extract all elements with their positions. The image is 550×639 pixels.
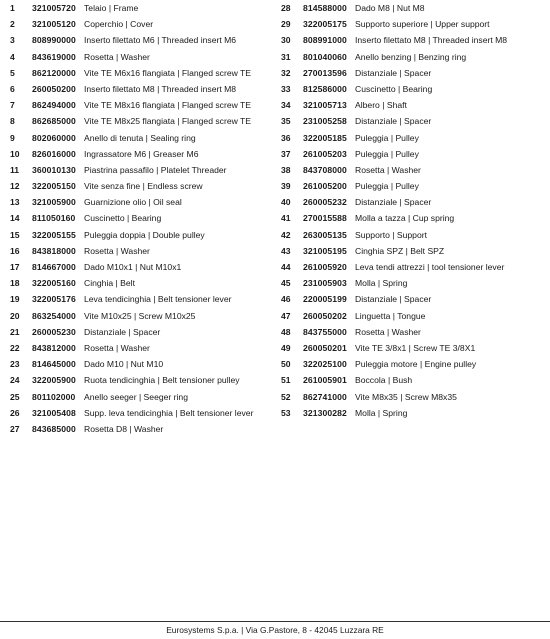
- part-row: [10, 291, 280, 307]
- part-row: [281, 308, 547, 324]
- part-number: 16: [10, 245, 20, 256]
- part-description: Anello di tenuta | Sealing ring: [84, 132, 196, 143]
- part-code: 814667000: [32, 262, 76, 272]
- part-number: 40: [281, 197, 291, 208]
- part-row: [10, 97, 280, 113]
- part-number: 48: [281, 326, 291, 337]
- footer-divider: [0, 621, 550, 622]
- part-description: Leva tendi attrezzi | tool tensioner lever: [355, 262, 505, 272]
- part-code: 862494000: [32, 100, 76, 111]
- part-description: Puleggia | Pulley: [355, 148, 419, 159]
- part-row: [281, 0, 547, 16]
- part-row: [281, 65, 547, 81]
- part-number: 15: [10, 229, 20, 240]
- part-number: 21: [10, 326, 20, 337]
- part-number: 8: [10, 116, 15, 127]
- part-row: [10, 356, 280, 372]
- part-row: [281, 194, 547, 210]
- part-description: Vite senza fine | Endless screw: [84, 181, 203, 192]
- part-code: 260050200: [32, 83, 76, 94]
- part-code: 261005200: [303, 181, 347, 192]
- part-description: Boccola | Bush: [355, 375, 413, 386]
- part-code: 322005185: [303, 132, 347, 143]
- part-row: [281, 405, 547, 421]
- part-number: 7: [10, 100, 15, 111]
- part-number: 49: [281, 342, 291, 353]
- part-description: Supp. leva tendicinghia | Belt tensioner lever: [84, 407, 254, 418]
- part-row: [10, 421, 280, 437]
- part-description: Inserto filettato M6 | Threaded insert M6: [84, 35, 237, 46]
- part-row: [281, 291, 547, 307]
- part-number: 22: [10, 342, 20, 353]
- part-number: 14: [10, 213, 20, 224]
- part-code: 360010130: [32, 164, 76, 175]
- part-code: 862685000: [32, 116, 76, 127]
- part-description: Puleggia motore | Engine pulley: [355, 359, 477, 370]
- part-number: 13: [10, 197, 20, 208]
- part-description: Cuscinetto | Bearing: [84, 213, 162, 224]
- part-row: [10, 275, 280, 291]
- part-row: [10, 259, 280, 275]
- part-number: 53: [281, 407, 291, 418]
- part-number: 33: [281, 83, 291, 94]
- part-code: 862741000: [303, 391, 347, 402]
- part-row: [10, 405, 280, 421]
- part-row: [281, 32, 547, 48]
- part-row: [10, 81, 280, 97]
- part-number: 5: [10, 67, 15, 78]
- part-code: 321005408: [32, 407, 76, 418]
- part-description: Molla a tazza | Cup spring: [355, 213, 455, 224]
- part-description: Vite TE M8x25 flangiata | Flanged screw TE: [84, 116, 252, 127]
- part-description: Albero | Shaft: [355, 100, 407, 111]
- part-number: 34: [281, 100, 291, 111]
- part-number: 2: [10, 19, 15, 30]
- part-code: 808990000: [32, 35, 76, 46]
- part-row: [281, 146, 547, 162]
- part-description: Anello benzing | Benzing ring: [355, 51, 467, 62]
- part-description: Leva tendicinghia | Belt tensioner lever: [84, 294, 232, 305]
- part-row: [10, 372, 280, 388]
- part-number: 6: [10, 83, 15, 94]
- part-code: 261005920: [303, 262, 347, 272]
- part-description: Supporto | Support: [355, 229, 427, 240]
- part-code: 321005900: [32, 197, 76, 208]
- part-code: 811050160: [32, 213, 76, 224]
- part-description: Vite TE M8x16 flangiata | Flanged screw TE: [84, 100, 252, 111]
- part-row: [10, 146, 280, 162]
- part-code: 322005160: [32, 278, 76, 289]
- part-description: Anello seeger | Seeger ring: [84, 391, 188, 402]
- part-number: 26: [10, 407, 20, 418]
- part-code: 322005155: [32, 229, 76, 240]
- part-description: Rosetta | Washer: [84, 245, 150, 256]
- part-code: 863254000: [32, 310, 76, 321]
- part-number: 1: [10, 3, 15, 13]
- part-row: [281, 97, 547, 113]
- part-code: 260005232: [303, 197, 347, 208]
- part-number: 51: [281, 375, 291, 386]
- parts-list-right-column: [281, 0, 547, 421]
- part-description: Dado M10 | Nut M10: [84, 359, 164, 370]
- part-description: Ingrassatore M6 | Greaser M6: [84, 148, 199, 159]
- part-description: Distanziale | Spacer: [84, 326, 161, 337]
- part-number: 30: [281, 35, 291, 46]
- part-number: 27: [10, 423, 20, 434]
- part-description: Cinghia | Belt: [84, 278, 135, 289]
- part-description: Rosetta D8 | Washer: [84, 423, 164, 434]
- part-description: Rosetta | Washer: [84, 51, 150, 62]
- part-code: 220005199: [303, 294, 347, 305]
- part-number: 4: [10, 51, 15, 62]
- part-row: [10, 162, 280, 178]
- part-code: 322005176: [32, 294, 76, 305]
- part-row: [281, 389, 547, 405]
- part-code: 808991000: [303, 35, 347, 46]
- part-code: 843812000: [32, 342, 76, 353]
- part-description: Vite M10x25 | Screw M10x25: [84, 310, 196, 321]
- part-description: Piastrina passafilo | Platelet Threader: [84, 164, 227, 175]
- part-row: [10, 243, 280, 259]
- part-description: Linguetta | Tongue: [355, 310, 426, 321]
- part-code: 322005150: [32, 181, 76, 192]
- part-row: [10, 389, 280, 405]
- part-description: Coperchio | Cover: [84, 19, 154, 30]
- part-number: 18: [10, 278, 20, 289]
- part-number: 31: [281, 51, 291, 62]
- part-number: 11: [10, 164, 20, 175]
- part-description: Molla | Spring: [355, 407, 408, 418]
- part-code: 321005720: [32, 3, 76, 13]
- part-code: 322025100: [303, 359, 347, 370]
- part-row: [281, 16, 547, 32]
- part-code: 231005258: [303, 116, 347, 127]
- part-description: Vite TE 3/8x1 | Screw TE 3/8X1: [355, 342, 476, 353]
- part-row: [281, 130, 547, 146]
- part-code: 231005903: [303, 278, 347, 289]
- part-number: 12: [10, 181, 20, 192]
- part-row: [281, 113, 547, 129]
- part-number: 23: [10, 359, 20, 370]
- part-number: 24: [10, 375, 20, 386]
- part-number: 10: [10, 148, 20, 159]
- part-number: 46: [281, 294, 291, 305]
- part-description: Distanziale | Spacer: [355, 197, 432, 208]
- part-code: 843619000: [32, 51, 76, 62]
- part-description: Puleggia | Pulley: [355, 132, 419, 143]
- part-row: [10, 324, 280, 340]
- part-description: Vite M8x35 | Screw M8x35: [355, 391, 457, 402]
- part-code: 321005120: [32, 19, 76, 30]
- part-description: Cinghia SPZ | Belt SPZ: [355, 245, 445, 256]
- part-row: [281, 324, 547, 340]
- part-description: Supporto superiore | Upper support: [355, 19, 490, 30]
- part-row: [281, 210, 547, 226]
- footer-address: Eurosystems S.p.a. | Via G.Pastore, 8 - 42045 Luzzara RE: [166, 625, 384, 635]
- part-description: Distanziale | Spacer: [355, 67, 432, 78]
- part-number: 32: [281, 67, 291, 78]
- part-number: 52: [281, 391, 291, 402]
- part-row: [10, 32, 280, 48]
- part-description: Dado M8 | Nut M8: [355, 3, 425, 13]
- part-row: [281, 372, 547, 388]
- part-row: [281, 243, 547, 259]
- part-row: [10, 210, 280, 226]
- part-row: [281, 49, 547, 65]
- part-number: 35: [281, 116, 291, 127]
- part-number: 3: [10, 35, 15, 46]
- part-row: [281, 162, 547, 178]
- part-code: 322005900: [32, 375, 76, 386]
- part-code: 814588000: [303, 3, 347, 13]
- part-code: 263005135: [303, 229, 347, 240]
- part-row: [10, 308, 280, 324]
- part-description: Cuscinetto | Bearing: [355, 83, 433, 94]
- part-row: [281, 178, 547, 194]
- part-row: [10, 49, 280, 65]
- part-number: 36: [281, 132, 291, 143]
- part-number: 45: [281, 278, 291, 289]
- part-row: [10, 113, 280, 129]
- part-row: [10, 227, 280, 243]
- part-row: [281, 356, 547, 372]
- part-description: Dado M10x1 | Nut M10x1: [84, 262, 182, 272]
- part-description: Puleggia doppia | Double pulley: [84, 229, 205, 240]
- part-number: 9: [10, 132, 15, 143]
- part-row: [10, 65, 280, 81]
- part-row: [281, 227, 547, 243]
- part-code: 322005175: [303, 19, 347, 30]
- part-row: [281, 340, 547, 356]
- part-code: 260050201: [303, 342, 347, 353]
- part-code: 812586000: [303, 83, 347, 94]
- part-row: [10, 0, 280, 16]
- part-description: Molla | Spring: [355, 278, 408, 289]
- part-number: 43: [281, 245, 291, 256]
- part-description: Guarnizione olio | Oil seal: [84, 197, 182, 208]
- part-description: Puleggia | Pulley: [355, 181, 419, 192]
- part-description: Rosetta | Washer: [355, 164, 421, 175]
- part-code: 843818000: [32, 245, 76, 256]
- part-code: 261005203: [303, 148, 347, 159]
- part-code: 814645000: [32, 359, 76, 370]
- part-code: 802060000: [32, 132, 76, 143]
- part-code: 843708000: [303, 164, 347, 175]
- part-number: 25: [10, 391, 20, 402]
- part-number: 41: [281, 213, 291, 224]
- part-number: 38: [281, 164, 291, 175]
- part-code: 261005901: [303, 375, 347, 386]
- part-number: 37: [281, 148, 291, 159]
- part-code: 270015588: [303, 213, 347, 224]
- part-code: 843685000: [32, 423, 76, 434]
- part-description: Inserto filettato M8 | Threaded insert M8: [355, 35, 508, 46]
- part-row: [10, 16, 280, 32]
- part-row: [10, 130, 280, 146]
- part-number: 50: [281, 359, 291, 370]
- part-description: Distanziale | Spacer: [355, 116, 432, 127]
- part-code: 270013596: [303, 67, 347, 78]
- part-row: [10, 194, 280, 210]
- part-number: 17: [10, 262, 20, 272]
- part-code: 321300282: [303, 407, 347, 418]
- parts-list-left-column: [10, 0, 280, 437]
- part-number: 39: [281, 181, 291, 192]
- part-number: 19: [10, 294, 20, 305]
- part-number: 28: [281, 3, 291, 13]
- part-row: [281, 259, 547, 275]
- part-code: 321005713: [303, 100, 347, 111]
- part-row: [10, 178, 280, 194]
- part-code: 801102000: [32, 391, 76, 402]
- part-description: Inserto filettato M8 | Threaded insert M8: [84, 83, 237, 94]
- part-description: Vite TE M6x16 flangiata | Flanged screw TE: [84, 67, 252, 78]
- part-row: [10, 340, 280, 356]
- part-number: 44: [281, 262, 291, 272]
- part-number: 47: [281, 310, 291, 321]
- part-description: Telaio | Frame: [84, 3, 139, 13]
- part-code: 843755000: [303, 326, 347, 337]
- part-row: [281, 275, 547, 291]
- part-row: [281, 81, 547, 97]
- part-code: 801040060: [303, 51, 347, 62]
- part-code: 862120000: [32, 67, 76, 78]
- part-description: Rosetta | Washer: [355, 326, 421, 337]
- part-number: 29: [281, 19, 291, 30]
- part-code: 260050202: [303, 310, 347, 321]
- part-code: 826016000: [32, 148, 76, 159]
- part-code: 260005230: [32, 326, 76, 337]
- part-number: 42: [281, 229, 291, 240]
- part-description: Rosetta | Washer: [84, 342, 150, 353]
- part-description: Ruota tendicinghia | Belt tensioner pulley: [84, 375, 240, 386]
- part-number: 20: [10, 310, 20, 321]
- part-code: 321005195: [303, 245, 347, 256]
- part-description: Distanziale | Spacer: [355, 294, 432, 305]
